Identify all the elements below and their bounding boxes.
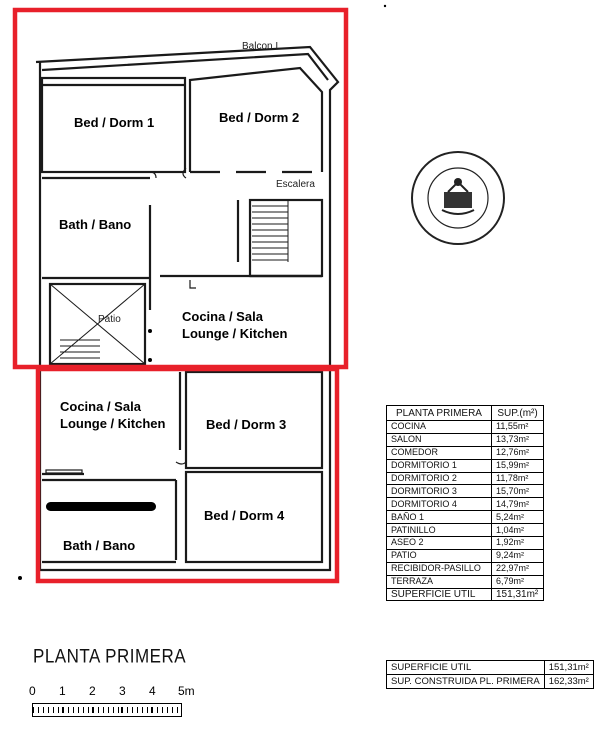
area-cell: 13,73m² bbox=[492, 433, 544, 446]
room-label-bed-dorm-3: Bed / Dorm 3 bbox=[206, 417, 287, 432]
area-cell: 1,92m² bbox=[492, 537, 544, 550]
room-label-line: Cocina / Sala bbox=[182, 309, 263, 324]
redaction-bar bbox=[46, 502, 156, 511]
area-table bbox=[386, 405, 544, 601]
room-name-cell: TERRAZA bbox=[387, 575, 492, 588]
room-name-cell: COCINA bbox=[387, 421, 492, 434]
summary-value-cell: 151,31m² bbox=[544, 661, 593, 675]
scale-tick: 4 bbox=[149, 684, 156, 698]
scale-tick: 2 bbox=[89, 684, 96, 698]
room-label-bath-bano-2: Bath / Bano bbox=[63, 538, 136, 553]
balcony-inner-wall bbox=[42, 54, 328, 80]
area-cell: 11,78m² bbox=[492, 472, 544, 485]
notary-seal-icon bbox=[408, 148, 508, 248]
scale-bar-ticks bbox=[29, 684, 195, 698]
table-row bbox=[387, 524, 544, 537]
area-cell: 22,97m² bbox=[492, 562, 544, 575]
room-name-cell: RECIBIDOR-PASILLO bbox=[387, 562, 492, 575]
area-table-header bbox=[387, 406, 544, 421]
room-label-line: Lounge / Kitchen bbox=[60, 416, 166, 431]
area-cell: 11,55m² bbox=[492, 421, 544, 434]
summary-value-cell: 162,33m² bbox=[544, 675, 593, 689]
room-name-cell: DORMITORIO 4 bbox=[387, 498, 492, 511]
table-row bbox=[387, 562, 544, 575]
highlight-frames bbox=[15, 10, 346, 581]
room-label-bed-dorm-4: Bed / Dorm 4 bbox=[204, 508, 285, 523]
room-name-cell: PATINILLO bbox=[387, 524, 492, 537]
table-row bbox=[387, 485, 544, 498]
area-table-header-cell: PLANTA PRIMERA bbox=[387, 406, 492, 421]
table-row bbox=[387, 511, 544, 524]
patio-annotation: Patio bbox=[98, 314, 121, 325]
room-name-cell: ASEO 2 bbox=[387, 537, 492, 550]
table-row bbox=[387, 498, 544, 511]
scale-tick: 3 bbox=[119, 684, 126, 698]
room-name-cell: PATIO bbox=[387, 549, 492, 562]
scale-tick: 0 bbox=[29, 684, 36, 698]
room-label-line: Lounge / Kitchen bbox=[182, 326, 288, 341]
scale-bar-graphic bbox=[32, 703, 182, 717]
area-table-total-row bbox=[387, 588, 544, 601]
area-cell: 5,24m² bbox=[492, 511, 544, 524]
room-label-bath-bano-1: Bath / Bano bbox=[59, 217, 132, 232]
table-row bbox=[387, 575, 544, 588]
room-name-cell: COMEDOR bbox=[387, 446, 492, 459]
table-row bbox=[387, 472, 544, 485]
stairs-annotation: Escalera bbox=[276, 179, 315, 190]
area-cell: 15,99m² bbox=[492, 459, 544, 472]
total-label-cell: SUPERFICIE UTIL bbox=[387, 588, 492, 601]
room-label-bed-dorm-2: Bed / Dorm 2 bbox=[219, 110, 300, 125]
area-cell: 14,79m² bbox=[492, 498, 544, 511]
room-label-cocina-sala-2 bbox=[60, 398, 165, 432]
room-label-cocina-sala-1 bbox=[182, 308, 287, 342]
total-value-cell: 151,31m² bbox=[492, 588, 544, 601]
room-label-bed-dorm-1: Bed / Dorm 1 bbox=[74, 115, 155, 130]
room-name-cell: DORMITORIO 1 bbox=[387, 459, 492, 472]
summary-label-cell: SUPERFICIE UTIL bbox=[387, 661, 545, 675]
table-row bbox=[387, 537, 544, 550]
room-name-cell: SALON bbox=[387, 433, 492, 446]
area-cell: 9,24m² bbox=[492, 549, 544, 562]
table-row bbox=[387, 459, 544, 472]
summary-table bbox=[386, 660, 594, 689]
table-row bbox=[387, 446, 544, 459]
room-name-cell: DORMITORIO 3 bbox=[387, 485, 492, 498]
table-row bbox=[387, 661, 594, 675]
area-table-header-cell: SUP.(m²) bbox=[492, 406, 544, 421]
area-cell: 12,76m² bbox=[492, 446, 544, 459]
table-row bbox=[387, 675, 594, 689]
scale-bar bbox=[29, 684, 195, 724]
area-cell: 1,04m² bbox=[492, 524, 544, 537]
room-label-line: Cocina / Sala bbox=[60, 399, 141, 414]
stair-well bbox=[250, 200, 322, 276]
area-cell: 6,79m² bbox=[492, 575, 544, 588]
room-name-cell: DORMITORIO 2 bbox=[387, 472, 492, 485]
room-name-cell: BAÑO 1 bbox=[387, 511, 492, 524]
scale-tick: 5m bbox=[178, 684, 195, 698]
table-row bbox=[387, 421, 544, 434]
balcony-annotation: Balcon I bbox=[242, 41, 279, 52]
table-row bbox=[387, 549, 544, 562]
sheet-title: PLANTA PRIMERA bbox=[33, 645, 187, 667]
area-cell: 15,70m² bbox=[492, 485, 544, 498]
summary-label-cell: SUP. CONSTRUIDA PL. PRIMERA bbox=[387, 675, 545, 689]
table-row bbox=[387, 433, 544, 446]
scale-tick: 1 bbox=[59, 684, 66, 698]
